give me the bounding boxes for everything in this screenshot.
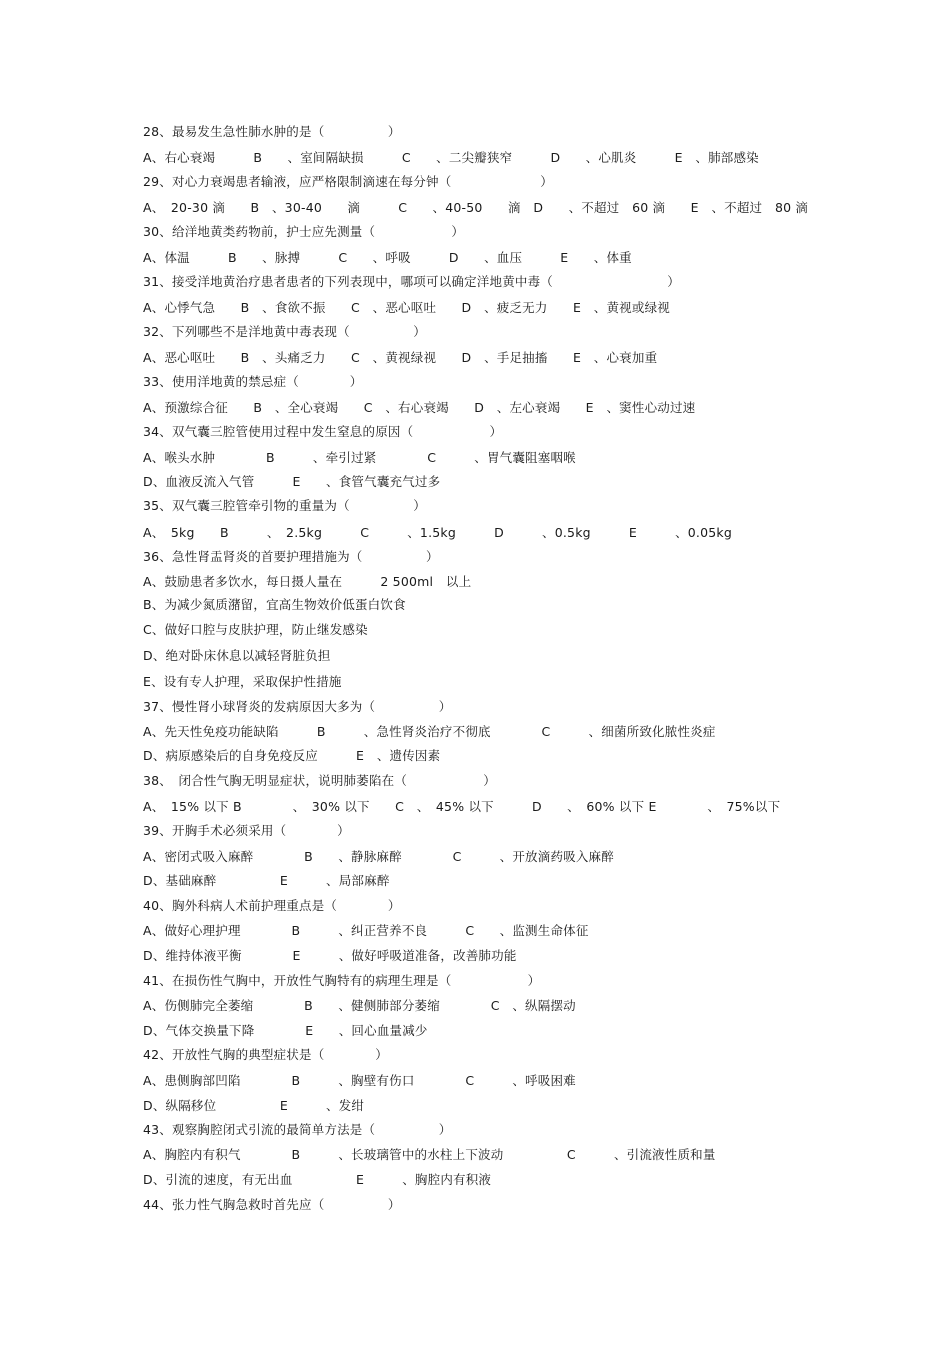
question-39: 39、开胸手术必须采用（ ） — [143, 823, 350, 838]
question-30: 30、给洋地黄类药物前，护士应先测量（ ） — [143, 224, 465, 239]
question-40: 40、胸外科病人术前护理重点是（ ） — [143, 898, 401, 913]
question-35: 35、双气囊三腔管牵引物的重量为（ ） — [143, 498, 427, 513]
options-41-a: A、伤侧肺完全萎缩 B 、健侧肺部分萎缩 C 、纵隔摆动 — [143, 998, 576, 1013]
options-34-a: A、喉头水肿 B 、牵引过紧 C 、胃气囊阻塞咽喉 — [143, 450, 576, 465]
options-39-a: A、密闭式吸入麻醉 B 、静脉麻醉 C 、开放滴药吸入麻醉 — [143, 849, 614, 864]
options-40-d: D、维持体液平衡 E 、做好呼吸道准备，改善肺功能 — [143, 948, 517, 963]
question-41: 41、在损伤性气胸中，开放性气胸特有的病理生理是（ ） — [143, 973, 541, 988]
options-34-d: D、血液反流入气管 E 、食管气囊充气过多 — [143, 474, 441, 489]
option-36-e: E、设有专人护理，采取保护性措施 — [143, 674, 342, 689]
options-37-a: A、先天性免疫功能缺陷 B 、急性肾炎治疗不彻底 C 、细菌所致化脓性炎症 — [143, 724, 716, 739]
question-28: 28、最易发生急性肺水肿的是（ ） — [143, 124, 401, 139]
options-30: A、体温 B 、脉搏 C 、呼吸 D 、血压 E 、体重 — [143, 250, 632, 265]
question-31: 31、接受洋地黄治疗患者患者的下列表现中，哪项可以确定洋地黄中毒（ ） — [143, 274, 681, 289]
question-38: 38、 闭合性气胸无明显症状，说明肺萎陷在（ ） — [143, 773, 496, 788]
options-42-a: A、患侧胸部凹陷 B 、胸壁有伤口 C 、呼吸困难 — [143, 1073, 576, 1088]
question-44: 44、张力性气胸急救时首先应（ ） — [143, 1197, 401, 1212]
options-35: A、 5kg B 、 2.5kg C 、1.5kg D 、0.5kg E 、0.05kg — [143, 525, 732, 540]
question-33: 33、使用洋地黄的禁忌症（ ） — [143, 374, 363, 389]
option-36-b: B、为减少氮质潴留，宜高生物效价低蛋白饮食 — [143, 597, 406, 612]
question-36: 36、急性肾盂肾炎的首要护理措施为（ ） — [143, 549, 439, 564]
options-31: A、心悸气急 B 、食欲不振 C 、恶心呕吐 D 、疲乏无力 E 、黄视或绿视 — [143, 300, 670, 315]
options-40-a: A、做好心理护理 B 、纠正营养不良 C 、监测生命体征 — [143, 923, 589, 938]
options-37-d: D、病原感染后的自身免疫反应 E 、遗传因素 — [143, 748, 441, 763]
options-39-d: D、基础麻醉 E 、局部麻醉 — [143, 873, 390, 888]
options-42-d: D、纵隔移位 E 、发绀 — [143, 1098, 365, 1113]
question-43: 43、观察胸腔闭式引流的最简单方法是（ ） — [143, 1122, 452, 1137]
option-36-a: A、鼓励患者多饮水，每日摄人量在 2 500ml 以上 — [143, 574, 472, 589]
question-37: 37、慢性肾小球肾炎的发病原因大多为（ ） — [143, 699, 452, 714]
options-28: A、右心衰竭 B 、室间隔缺损 C 、二尖瓣狭窄 D 、心肌炎 E 、肺部感染 — [143, 150, 759, 165]
options-43-a: A、胸腔内有积气 B 、长玻璃管中的水柱上下波动 C 、引流液性质和量 — [143, 1147, 716, 1162]
options-29: A、 20-30 滴 B 、30-40 滴 C 、40-50 滴 D 、不超过 60 滴 E 、不超过 80 滴 — [143, 200, 809, 215]
question-29: 29、对心力衰竭患者输液，应严格限制滴速在每分钟（ ） — [143, 174, 554, 189]
options-43-d: D、引流的速度，有无出血 E 、胸腔内有积液 — [143, 1172, 492, 1187]
question-32: 32、下列哪些不是洋地黄中毒表现（ ） — [143, 324, 427, 339]
question-42: 42、开放性气胸的典型症状是（ ） — [143, 1047, 388, 1062]
options-33: A、预激综合征 B 、全心衰竭 C 、右心衰竭 D 、左心衰竭 E 、窦性心动过速 — [143, 400, 696, 415]
options-41-d: D、气体交换量下降 E 、回心血量减少 — [143, 1023, 428, 1038]
question-34: 34、双气囊三腔管使用过程中发生窒息的原因（ ） — [143, 424, 503, 439]
option-36-c: C、做好口腔与皮肤护理，防止继发感染 — [143, 622, 368, 637]
options-32: A、恶心呕吐 B 、头痛乏力 C 、黄视绿视 D 、手足抽搐 E 、心衰加重 — [143, 350, 658, 365]
options-38: A、 15% 以下 B 、 30% 以下 C 、 45% 以下 D 、 60% 以下 E 、 75%以下 — [143, 799, 781, 814]
option-36-d: D、绝对卧床休息以减轻肾脏负担 — [143, 648, 331, 663]
